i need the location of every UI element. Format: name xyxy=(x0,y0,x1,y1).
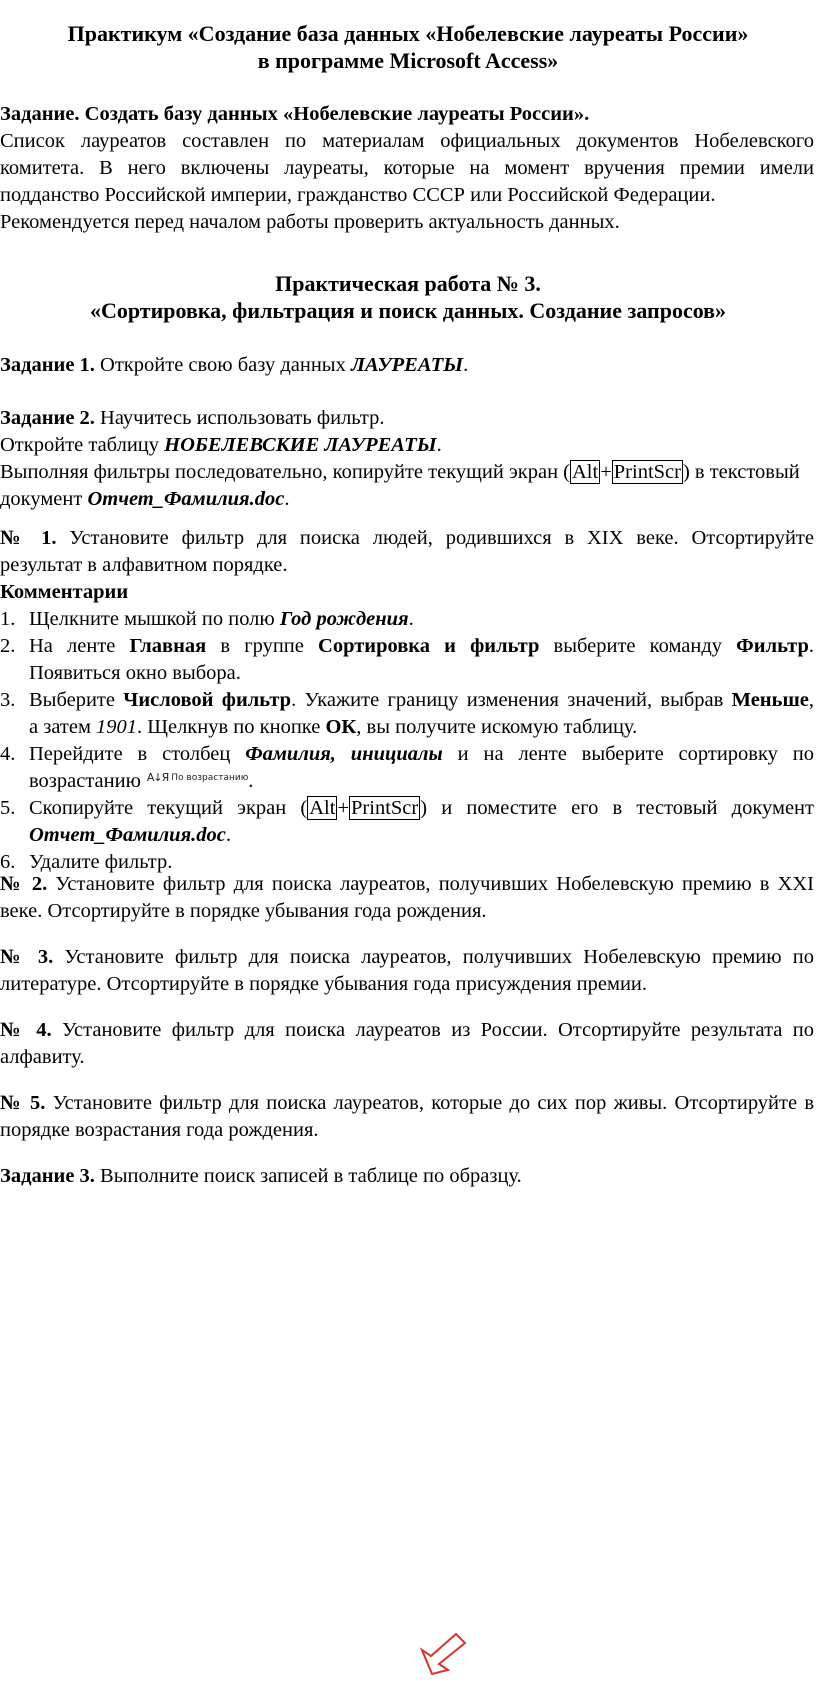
list-item: 6. Удалите фильтр. xyxy=(0,851,173,873)
alt-key: Alt xyxy=(572,461,599,483)
filter-1: № 1. Установите фильтр для поиска людей, родившихся в XIX веке. Отсортируйте результат в алфавитном порядке. Комментарии 1. Щелкните мышкой по полю Год рождения. 2. На ленте Главная в группе Сортировка и фильтр выберите команду Фильтр. Появиться окно выбора. 3. Выберите Числовой фильтр. Укажите границу изменения значений, выбрав Меньше, а затем 1901. Щелкнув по кнопке ОК, вы получите искомую таблицу. 4. Перейдите в столбец Фамилия, инициалы и на ленте выберите сортировку по возрастанию A↓Я По возрастанию . 5. Скопируйте текущий экран (Alt+PrintScr) и поместите его в тестовый документ Отчет_Фамилия.doc. 6. Удалите фильтр. xyxy=(0,525,814,876)
page-title-line1: Практикум «Создание база данных «Нобелевские лауреаты России» xyxy=(67,21,749,46)
task-2-table-name: НОБЕЛЕВСКИЕ ЛАУРЕАТЫ xyxy=(164,434,437,456)
practical-title xyxy=(0,270,816,324)
task-intro xyxy=(0,101,814,236)
task-3: Задание 3. Выполните поиск записей в таблице по образцу. xyxy=(0,1165,522,1187)
filter-4: № 4. Установите фильтр для поиска лауреатов из России. Отсортируйте результата по алфавиту. xyxy=(0,1019,814,1068)
task-intro-line1: Список лауреатов составлен по материалам официальных документов Нобелевского xyxy=(0,130,814,152)
filter-3-label: № 3. xyxy=(0,946,54,968)
task-1-label: Задание 1. xyxy=(0,354,95,376)
steps-list xyxy=(0,606,814,876)
alt-key: Alt xyxy=(309,797,336,819)
down-left-arrow-icon xyxy=(418,1628,478,1678)
printscr-key: PrintScr xyxy=(613,461,681,483)
filter-2-label: № 2. xyxy=(0,873,48,895)
filter-3: № 3. Установите фильтр для поиска лауреатов, получивших Нобелевскую премию по литературе. Отсортируйте в порядке убывания года присуждения премии. xyxy=(0,946,814,995)
list-item: 3. Выберите Числовой фильтр. Укажите границу изменения значений, выбрав Меньше, а затем 1901. Щелкнув по кнопке ОК, вы получите искомую таблицу. xyxy=(0,689,814,738)
comments-label: Комментарии xyxy=(0,581,129,603)
task-intro-line3: подданство Российской империи, гражданство СССР или Российской Федерации. xyxy=(0,184,716,206)
filter-2: № 2. Установите фильтр для поиска лауреатов, получивших Нобелевскую премию в XXI веке. Отсортируйте в порядке убывания года рождения. xyxy=(0,873,814,922)
report-doc-name: Отчет_Фамилия.doc xyxy=(87,488,285,510)
filter-5: № 5. Установите фильтр для поиска лауреатов, которые до сих пор живы. Отсортируйте в порядке возрастания года рождения. xyxy=(0,1092,814,1141)
list-item: 5. Скопируйте текущий экран (Alt+PrintScr) и поместите его в тестовый документ Отчет_Фамилия.doc. xyxy=(0,797,814,846)
list-item: 1. Щелкните мышкой по полю Год рождения. xyxy=(0,608,414,630)
task-1: Задание 1. Откройте свою базу данных ЛАУРЕАТЫ. xyxy=(0,354,469,376)
filter-5-label: № 5. xyxy=(0,1092,46,1114)
list-item: 2. На ленте Главная в группе Сортировка и фильтр выберите команду Фильтр. Появиться окно выбора. xyxy=(0,635,814,684)
page-title xyxy=(0,20,816,74)
sort-ascending-icon: A↓Я По возрастанию xyxy=(146,771,249,784)
filter-1-label: № 1. xyxy=(0,527,57,549)
task-intro-line4: Рекомендуется перед началом работы проверить актуальность данных. xyxy=(0,211,620,233)
task-3-label: Задание 3. xyxy=(0,1165,95,1187)
filter-4-label: № 4. xyxy=(0,1019,52,1041)
practical-title-line2: «Сортировка, фильтрация и поиск данных. Создание запросов» xyxy=(89,298,727,323)
printscr-key: PrintScr xyxy=(351,797,419,819)
list-item: 4. Перейдите в столбец Фамилия, инициалы и на ленте выберите сортировку по возрастанию A↓Я По возрастанию . xyxy=(0,743,814,792)
page-title-line2: в программе Microsoft Access» xyxy=(257,48,559,73)
task-intro-line2: комитета. В него включены лауреаты, которые на момент вручения премии имели xyxy=(0,157,814,179)
task-intro-heading: Задание. Создать базу данных «Нобелевские лауреаты России». xyxy=(0,103,590,125)
task-2: Задание 2. Научитесь использовать фильтр. Откройте таблицу НОБЕЛЕВСКИЕ ЛАУРЕАТЫ. Выполняя фильтры последовательно, копируйте текущий экран (Alt+PrintScr) в текстовый документ Отчет_Фамилия.doc. xyxy=(0,407,800,510)
task-2-label: Задание 2. xyxy=(0,407,95,429)
practical-title-line1: Практическая работа № 3. xyxy=(275,271,541,296)
task-1-db-name: ЛАУРЕАТЫ xyxy=(350,354,464,376)
report-doc-name: Отчет_Фамилия.doc xyxy=(29,824,226,846)
